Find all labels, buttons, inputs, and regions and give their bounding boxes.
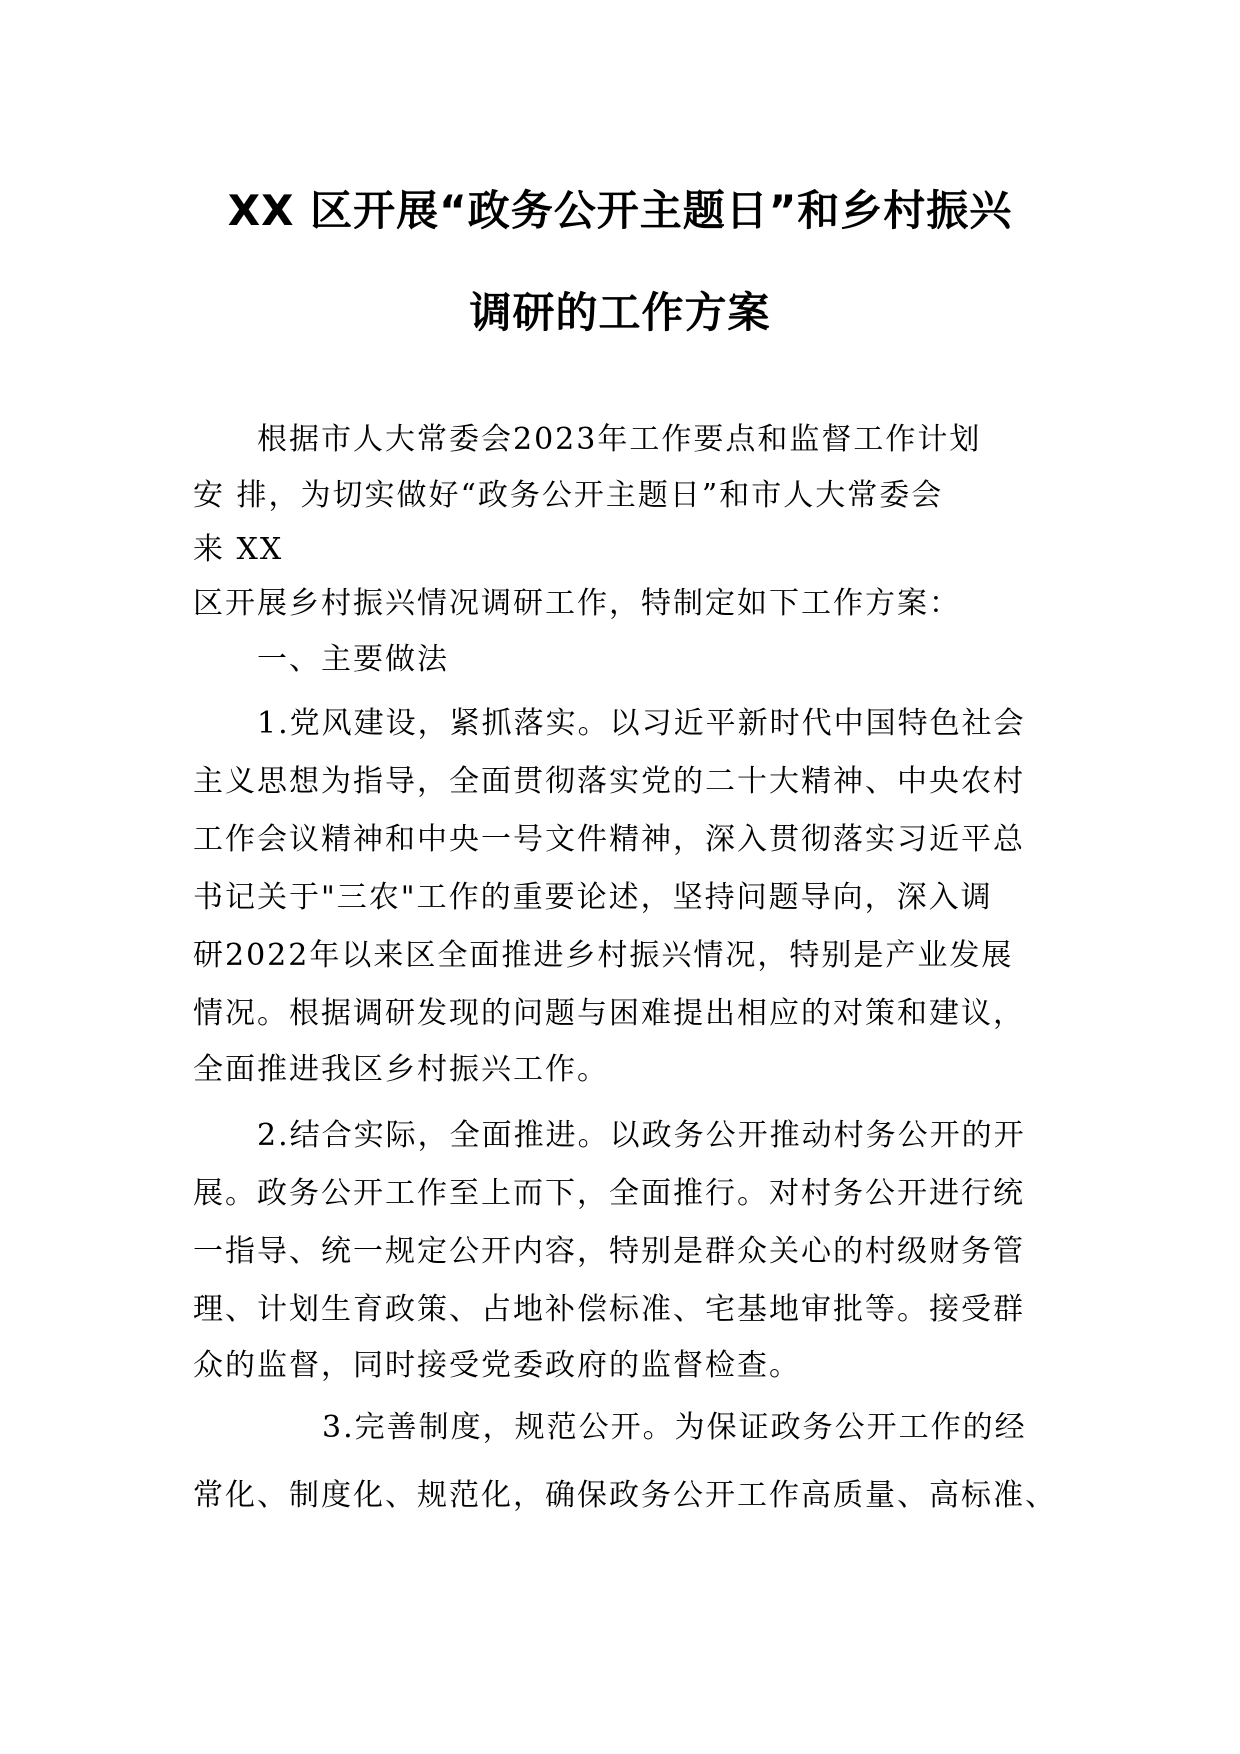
intro-line-3: 来 XX [193, 532, 284, 567]
item-1-line-4: 书记关于"三农"工作的重要论述，坚持问题导向，深入调 [193, 880, 993, 915]
section-heading-main-practices: 一、主要做法 [257, 642, 449, 677]
item-1-line-6: 情况。根据调研发现的问题与困难提出相应的对策和建议， [193, 996, 1025, 1031]
document-title-line-2: 调研的工作方案 [469, 288, 771, 337]
item-1-line-7: 全面推进我区乡村振兴工作。 [193, 1052, 609, 1087]
item-2-line-1: 2.结合实际，全面推进。以政务公开推动村务公开的开 [257, 1118, 1026, 1153]
intro-line-1: 根据市人大常委会2023年工作要点和监督工作计划 [257, 422, 982, 457]
item-2-line-2: 展。政务公开工作至上而下，全面推行。对村务公开进行统 [193, 1176, 1025, 1211]
item-3-line-2: 常化、制度化、规范化，确保政务公开工作高质量、高标准、 [193, 1478, 1057, 1513]
item-1-line-3: 工作会议精神和中央一号文件精神，深入贯彻落实习近平总 [193, 822, 1025, 857]
item-1-line-1: 1.党风建设，紧抓落实。以习近平新时代中国特色社会 [257, 706, 1026, 741]
intro-line-2: 安 排，为切实做好“政务公开主题日”和市人大常委会 [193, 478, 944, 513]
item-1-line-5: 研2022年以来区全面推进乡村振兴情况，特别是产业发展 [193, 938, 1014, 973]
document-title-line-1: XX 区开展“政务公开主题日”和乡村振兴 [227, 186, 1013, 235]
item-2-line-5: 众的监督，同时接受党委政府的监督检查。 [193, 1348, 801, 1383]
intro-line-4: 区开展乡村振兴情况调研工作，特制定如下工作方案： [193, 586, 961, 621]
item-1-line-2: 主义思想为指导，全面贯彻落实党的二十大精神、中央农村 [193, 764, 1025, 799]
item-2-line-3: 一指导、统一规定公开内容，特别是群众关心的村级财务管 [193, 1234, 1025, 1269]
item-3-line-1: 3.完善制度，规范公开。为保证政务公开工作的经 [322, 1410, 1027, 1445]
item-2-line-4: 理、计划生育政策、占地补偿标准、宅基地审批等。接受群 [193, 1292, 1025, 1327]
